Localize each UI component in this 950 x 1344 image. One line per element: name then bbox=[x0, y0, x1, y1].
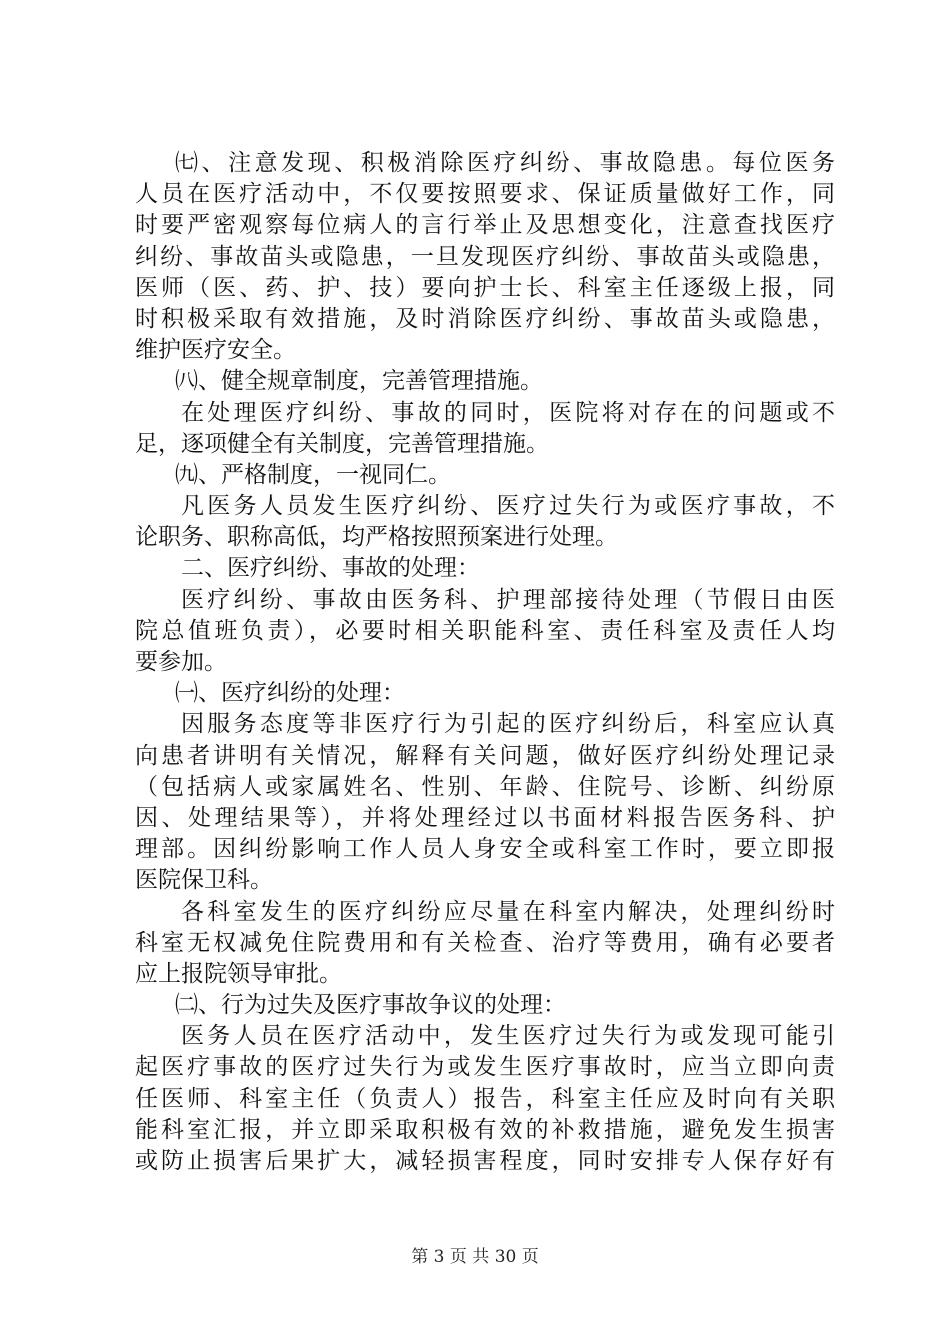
text-line: 起医疗事故的医疗过失行为或发生医疗事故时，应当立即向责 bbox=[135, 1054, 835, 1081]
text-line: 要参加。 bbox=[135, 649, 227, 675]
text-line: 院总值班负责），必要时相关职能科室、责任科室及责任人均 bbox=[135, 617, 835, 644]
text-line: 凡医务人员发生医疗纠纷、医疗过失行为或医疗事故，不 bbox=[181, 493, 835, 520]
text-line: 时积极采取有效措施，及时消除医疗纠纷、事故苗头或隐患， bbox=[135, 305, 835, 332]
text-line: 医务人员在医疗活动中，发生医疗过失行为或发现可能引 bbox=[181, 1023, 835, 1050]
text-line: 人员在医疗活动中，不仅要按照要求、保证质量做好工作，同 bbox=[135, 181, 835, 208]
text-line: 足，逐项健全有关制度，完善管理措施。 bbox=[135, 430, 549, 457]
document-body bbox=[135, 148, 835, 1177]
text-line: ㈧、健全规章制度，完善管理措施。 bbox=[175, 368, 543, 395]
text-line: 维护医疗安全。 bbox=[135, 337, 296, 364]
text-line: 因、处理结果等），并将处理经过以书面材料报告医务科、护 bbox=[135, 804, 835, 831]
text-line: ㈨、严格制度，一视同仁。 bbox=[175, 461, 451, 488]
page-number-footer: 第 3 页 共 30 页 bbox=[411, 1247, 539, 1267]
text-line: 或防止损害后果扩大，减轻损害程度，同时安排专人保存好有 bbox=[135, 1148, 835, 1174]
text-line: 医师（医、药、护、技）要向护士长、科室主任逐级上报，同 bbox=[135, 274, 835, 301]
text-line: 任医师、科室主任（负责人）报告，科室主任应及时向有关职 bbox=[135, 1085, 835, 1112]
text-line: 二、医疗纠纷、事故的处理： bbox=[181, 555, 480, 582]
text-line: 能科室汇报，并立即采取积极有效的补救措施，避免发生损害 bbox=[135, 1116, 835, 1143]
text-line: 纠纷、事故苗头或隐患，一旦发现医疗纠纷、事故苗头或隐患， bbox=[135, 243, 835, 270]
text-line: 论职务、职称高低，均严格按照预案进行处理。 bbox=[135, 524, 618, 551]
text-line: 各科室发生的医疗纠纷应尽量在科室内解决，处理纠纷时 bbox=[181, 898, 835, 925]
text-line: 医院保卫科。 bbox=[135, 867, 273, 894]
text-line: 理部。因纠纷影响工作人员人身安全或科室工作时，要立即报 bbox=[135, 836, 835, 863]
text-line: 因服务态度等非医疗行为引起的医疗纠纷后，科室应认真 bbox=[181, 711, 835, 738]
text-line: 时要严密观察每位病人的言行举止及思想变化，注意查找医疗 bbox=[135, 212, 835, 239]
text-line: ㈠、医疗纠纷的处理： bbox=[175, 680, 405, 707]
text-line: ㈦、注意发现、积极消除医疗纠纷、事故隐患。每位医务 bbox=[175, 150, 835, 176]
text-line: （包括病人或家属姓名、性别、年龄、住院号、诊断、纠纷原 bbox=[135, 773, 835, 800]
text-line: 科室无权减免住院费用和有关检查、治疗等费用，确有必要者 bbox=[135, 929, 835, 956]
text-line: 在处理医疗纠纷、事故的同时，医院将对存在的问题或不 bbox=[181, 399, 835, 426]
text-line: 应上报院领导审批。 bbox=[135, 960, 342, 987]
text-line: ㈡、行为过失及医疗事故争议的处理： bbox=[175, 992, 566, 1019]
text-line: 向患者讲明有关情况，解释有关问题，做好医疗纠纷处理记录 bbox=[135, 742, 835, 769]
text-line: 医疗纠纷、事故由医务科、护理部接待处理（节假日由医 bbox=[181, 586, 835, 613]
